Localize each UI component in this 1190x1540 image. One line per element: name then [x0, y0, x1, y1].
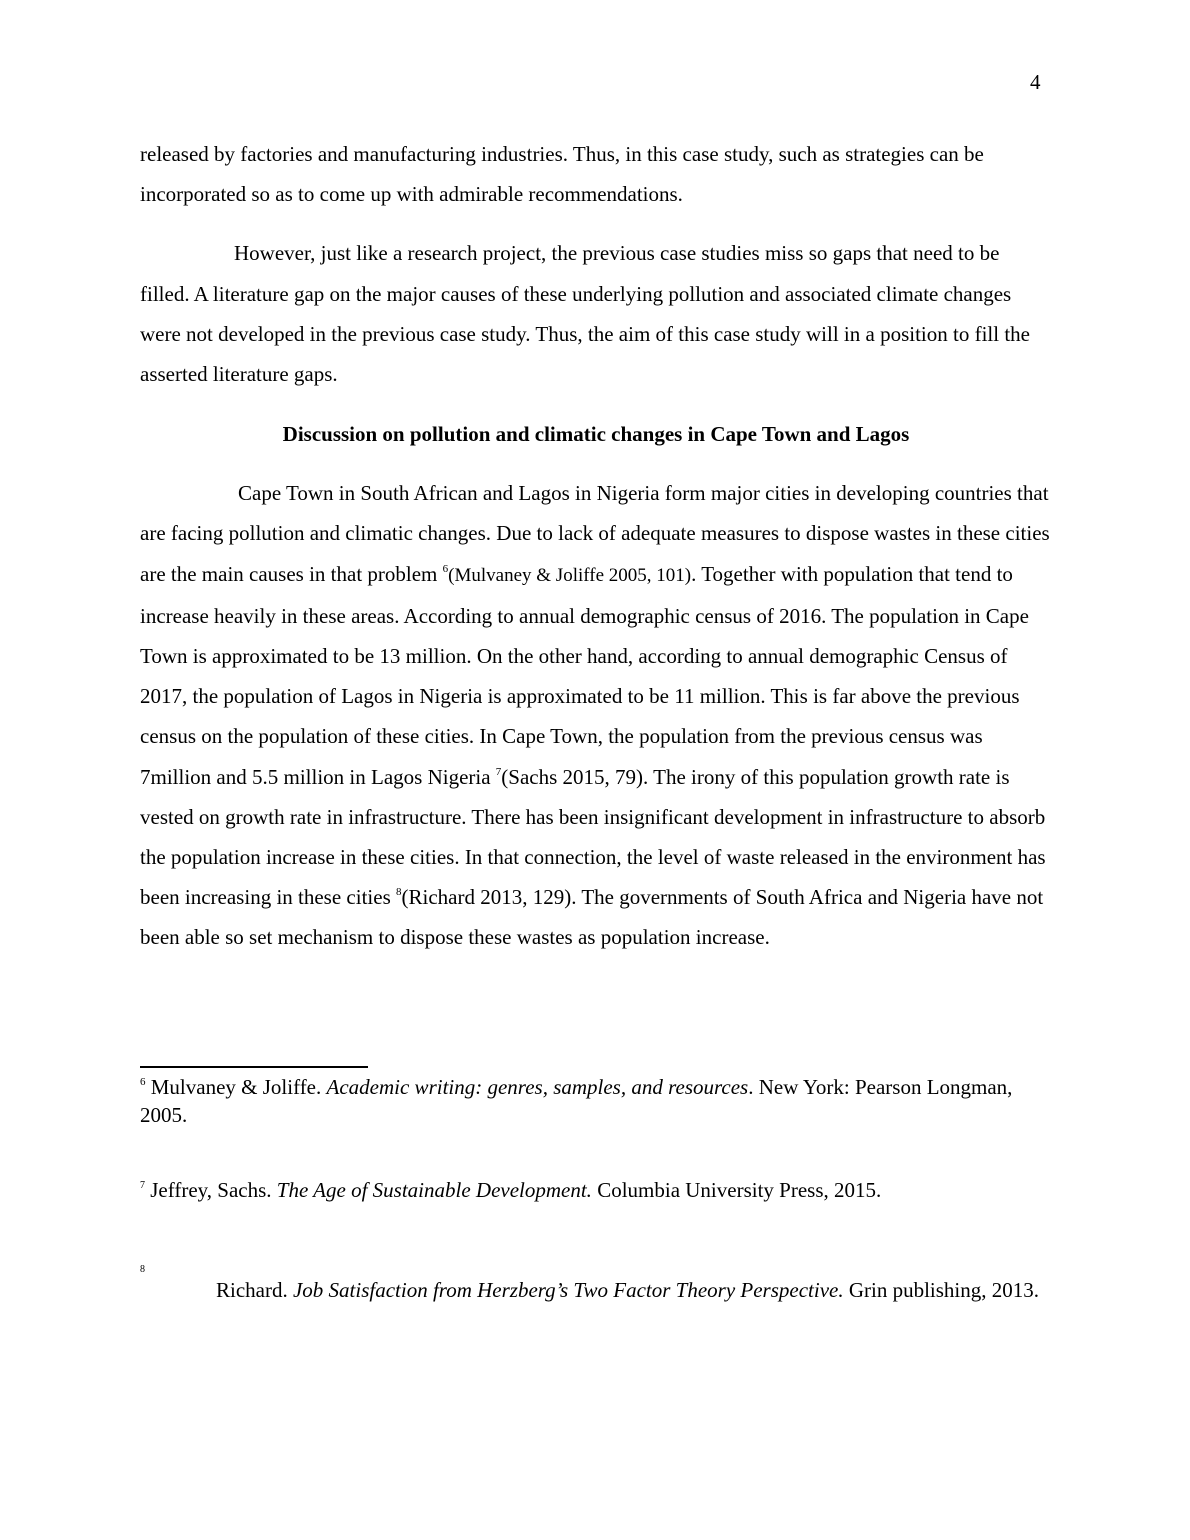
footnote-7-author: Jeffrey, Sachs.	[145, 1178, 277, 1202]
footnote-6	[140, 1073, 1052, 1129]
paragraph-3-text-1: Cape Town in South African and Lagos in Nigeria form major cities in developing countries that are facing pollution and climatic changes. Due to lack of adequate measures to dispose wastes in these cities are the main causes in that problem	[140, 481, 1050, 586]
footnote-ref-7[interactable]: 7	[495, 765, 502, 778]
section-heading: Discussion on pollution and climatic changes in Cape Town and Lagos	[282, 422, 910, 447]
paragraph-3-text-3: . The irony of this population growth rate is vested on growth rate in infrastructure. There has been insignificant development in infrastructure to absorb the population increase in these cities. In that connection, the level of waste released in the environment has been increasing in these cities	[140, 764, 1046, 910]
paragraph-2: However, just like a research project, the previous case studies miss so gaps that need to be filled. A literature gap on the major causes of these underlying pollution and associated climate changes were not developed in the previous case study. Thus, the aim of this case study will in a position to fill the asserted literature gaps.	[140, 241, 1030, 387]
footnote-ref-8[interactable]: 8	[396, 886, 402, 899]
footnote-6-mark: 6	[140, 1076, 146, 1088]
citation-8: (Richard 2013, 129)	[401, 885, 572, 910]
footnote-6-publisher: . New York: Pearson Longman, 2005.	[140, 1075, 1013, 1127]
footnote-8-publisher: Grin publishing, 2013.	[843, 1278, 1040, 1302]
page-number: 4	[1030, 70, 1041, 94]
paragraph-3	[140, 473, 1052, 957]
footnote-8-body	[210, 1270, 1052, 1311]
paragraph-3-text-2: . Together with population that tend to increase heavily in these areas. According to annual demographic census of 2016. The population in Cape Town is approximated to be 13 million. On the other hand, according to annual demographic Census of 2017, the population of Lagos in Nigeria is approximated to be 11 million. This is far above the previous census on the population of these cities. In Cape Town, the population from the previous census was 7million and 5.5 million in Lagos Nigeria	[140, 561, 1029, 789]
paragraph-1: released by factories and manufacturing industries. Thus, in this case study, such as strategies can be incorporated so as to come up with admirable recommendations.	[140, 142, 984, 207]
footnote-8: 8 Richard. Job Satisfaction from Herzberg’s Two Factor Theory Perspective. Grin publishing, 2013.	[140, 1270, 1052, 1311]
footnote-6-title: Academic writing: genres, samples, and resources	[326, 1075, 749, 1099]
footnote-8-title: Job Satisfaction from Herzberg’s Two Factor Theory Perspective.	[292, 1278, 844, 1302]
footnote-separator	[140, 1066, 368, 1068]
footnote-8-author: Richard.	[216, 1278, 293, 1302]
footnote-7-mark: 7	[140, 1180, 145, 1191]
footnote-7	[140, 1176, 1052, 1204]
footnote-6-author: Mulvaney & Joliffe.	[145, 1075, 327, 1099]
footnote-7-title: The Age of Sustainable Development.	[276, 1178, 592, 1202]
footnote-ref-6[interactable]: 6	[442, 562, 449, 575]
footnote-7-publisher: Columbia University Press, 2015.	[591, 1178, 882, 1202]
citation-6: (Mulvaney & Joliffe 2005, 101)	[448, 564, 692, 586]
paragraph-3-text-4: . The governments of South Africa and Nigeria have not been able so set mechanism to dispose these wastes as population increase.	[140, 885, 1044, 950]
citation-7: (Sachs 2015, 79)	[501, 764, 644, 789]
body-text	[140, 134, 1052, 958]
